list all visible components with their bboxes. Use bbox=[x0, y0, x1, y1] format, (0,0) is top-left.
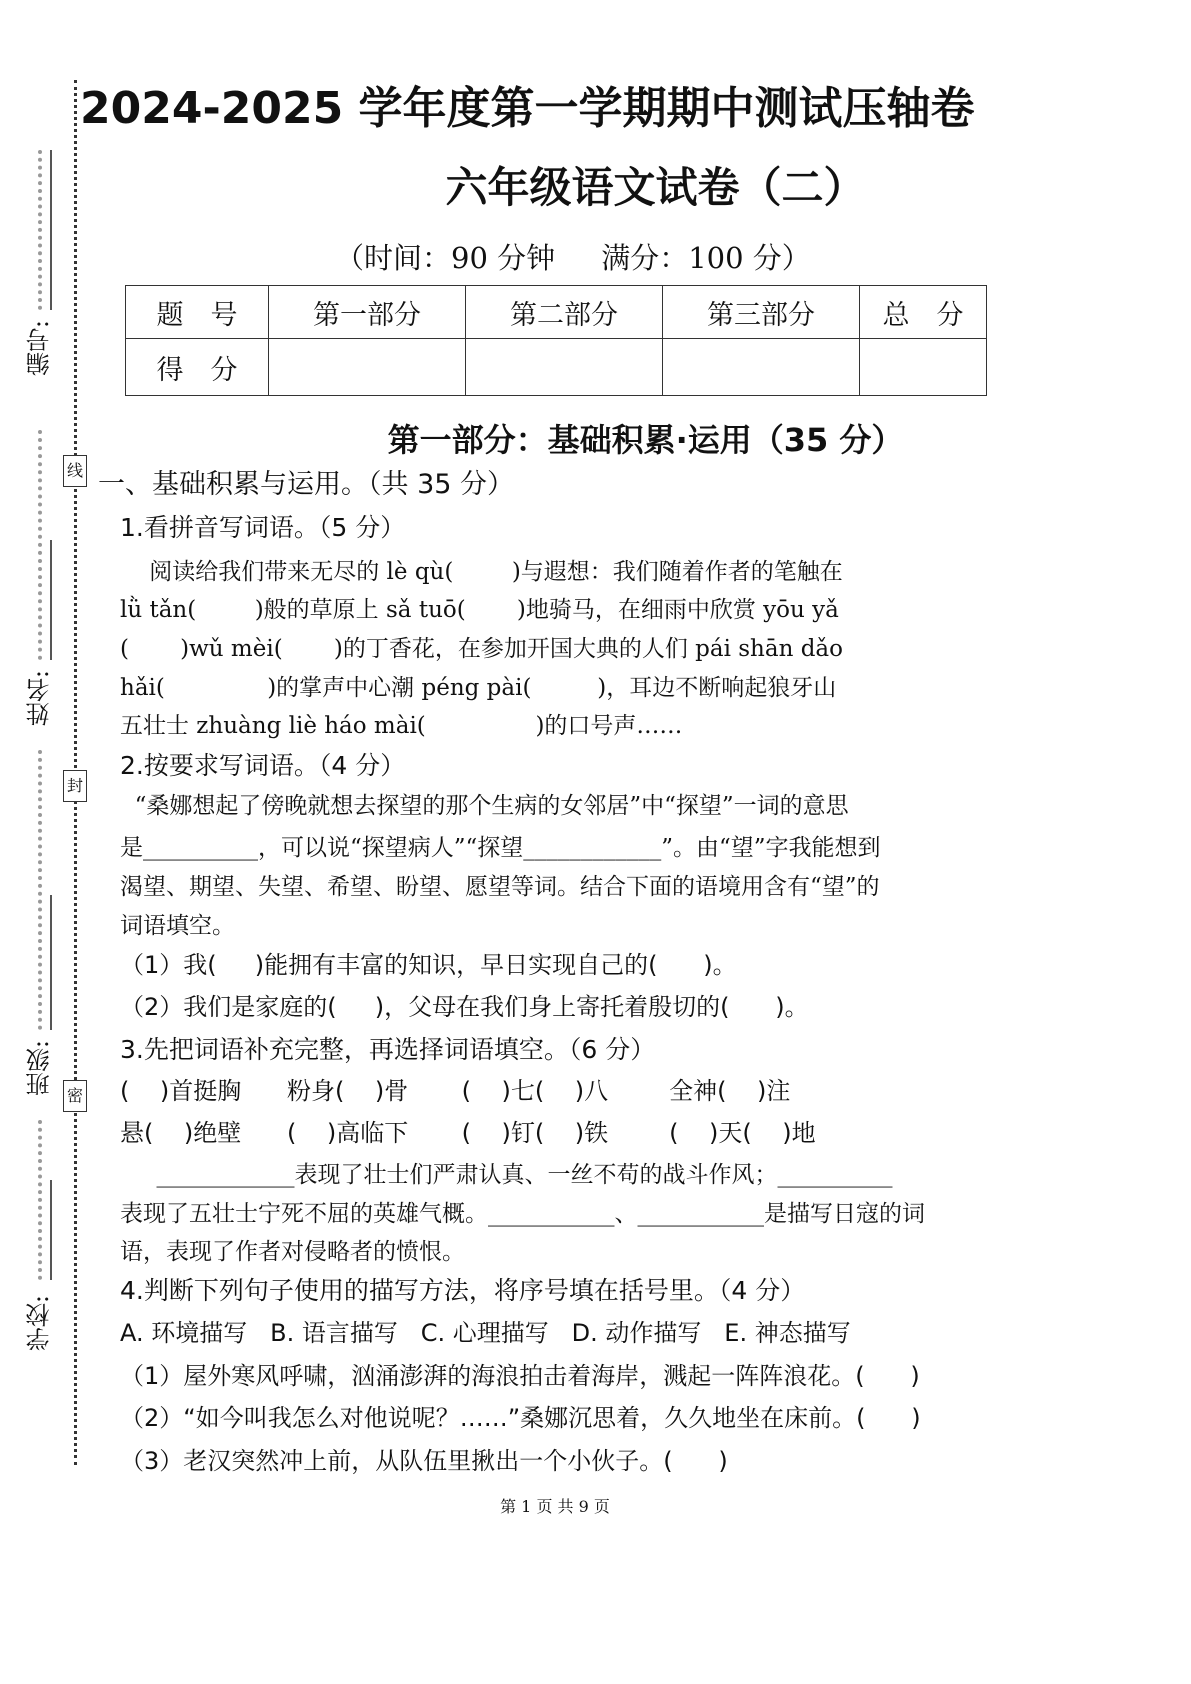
seal-seal-mark: 封 bbox=[63, 770, 87, 802]
q4-options: A. 环境描写 B. 语言描写 C. 心理描写 D. 动作描写 E. 神态描写 bbox=[120, 1319, 851, 1347]
score-header-cell: 第一部分 bbox=[269, 286, 466, 339]
score-table bbox=[125, 285, 987, 396]
q1-line: hǎi( )的掌声中心潮 péng pài( )，耳边不断响起狼牙山 bbox=[120, 675, 837, 701]
q3-line: 语，表现了作者对侵略者的愤恨。 bbox=[120, 1239, 465, 1265]
score-input-cell[interactable] bbox=[860, 339, 987, 396]
score-header-cell: 总 分 bbox=[860, 286, 987, 339]
q2-item: （1）我( )能拥有丰富的知识，早日实现自己的( )。 bbox=[120, 951, 737, 979]
class-label: 班级: bbox=[26, 1040, 54, 1097]
q3-title: 3.先把词语补充完整，再选择词语填空。（6 分） bbox=[120, 1035, 656, 1064]
q2-line: 词语填空。 bbox=[120, 913, 235, 939]
binding-line bbox=[50, 1180, 52, 1280]
score-header-cell: 第三部分 bbox=[663, 286, 860, 339]
binding-line bbox=[50, 895, 52, 1030]
q4-item: （1）屋外寒风呼啸，汹涌澎湃的海浪拍击着海岸，溅起一阵阵浪花。( ) bbox=[120, 1362, 920, 1390]
part1-heading: 第一部分：基础积累·运用（35 分） bbox=[387, 421, 904, 459]
q1-line: ( )wǔ mèi( )的丁香花，在参加开国大典的人们 pái shān dǎo bbox=[120, 636, 843, 662]
score-row-label: 得 分 bbox=[126, 339, 269, 396]
q4-item: （2）“如今叫我怎么对他说呢？……”桑娜沉思着，久久地坐在床前。( ) bbox=[120, 1404, 921, 1432]
seal-secret-mark: 密 bbox=[63, 1080, 87, 1112]
number-label: 编号: bbox=[26, 320, 54, 377]
q4-title: 4.判断下列句子使用的描写方法，将序号填在括号里。（4 分） bbox=[120, 1276, 806, 1305]
school-label: 学校: bbox=[26, 1295, 54, 1352]
score-input-cell[interactable] bbox=[663, 339, 860, 396]
score-header-cell: 题 号 bbox=[126, 286, 269, 339]
q1-line: lǜ tǎn( )般的草原上 sǎ tuō( )地骑马，在细雨中欣赏 yōu yǎ bbox=[120, 597, 839, 623]
section-heading: 一、基础积累与运用。（共 35 分） bbox=[98, 469, 515, 500]
q3-line: ____________表现了壮士们严肃认真、一丝不苟的战斗作风；__________ bbox=[120, 1162, 893, 1188]
q2-line: 是__________，可以说“探望病人”“探望____________”。由“望”字我能想到 bbox=[120, 835, 881, 861]
binding-line bbox=[50, 540, 52, 660]
q3-line: 表现了五壮士宁死不屈的英雄气概。___________、___________是描写日寇的词 bbox=[120, 1201, 925, 1227]
binding-line bbox=[38, 1120, 42, 1280]
q2-line: “桑娜想起了傍晚就想去探望的那个生病的女邻居”中“探望”一词的意思 bbox=[120, 793, 849, 819]
q1-title: 1.看拼音写词语。（5 分） bbox=[120, 513, 406, 542]
q1-line: 五壮士 zhuàng liè háo mài( )的口号声…… bbox=[120, 713, 683, 739]
seal-line-mark: 线 bbox=[63, 455, 87, 487]
q4-item: （3）老汉突然冲上前，从队伍里揪出一个小伙子。( ) bbox=[120, 1447, 728, 1475]
binding-line bbox=[38, 750, 42, 1030]
exam-subtitle: 六年级语文试卷（二） bbox=[445, 163, 866, 212]
page-footer: 第 1 页 共 9 页 bbox=[500, 1497, 610, 1516]
score-header-cell: 第二部分 bbox=[466, 286, 663, 339]
name-label: 姓名: bbox=[26, 670, 54, 727]
exam-info: （时间：90 分钟 满分：100 分） bbox=[335, 241, 811, 275]
score-input-cell[interactable] bbox=[269, 339, 466, 396]
exam-title: 2024-2025 学年度第一学期期中测试压轴卷 bbox=[80, 83, 975, 134]
q3-word-row: ( )首挺胸 粉身( )骨 ( )七( )八 全神( )注 bbox=[120, 1077, 791, 1105]
q3-word-row: 悬( )绝壁 ( )高临下 ( )钉( )铁 ( )天( )地 bbox=[120, 1119, 816, 1147]
q2-item: （2）我们是家庭的( )，父母在我们身上寄托着殷切的( )。 bbox=[120, 993, 809, 1021]
q1-line: 阅读给我们带来无尽的 lè qù( )与遐想：我们随着作者的笔触在 bbox=[120, 559, 843, 585]
q2-title: 2.按要求写词语。（4 分） bbox=[120, 751, 406, 780]
score-input-cell[interactable] bbox=[466, 339, 663, 396]
q2-line: 渴望、期望、失望、希望、盼望、愿望等词。结合下面的语境用含有“望”的 bbox=[120, 874, 880, 900]
binding-line bbox=[38, 430, 42, 660]
